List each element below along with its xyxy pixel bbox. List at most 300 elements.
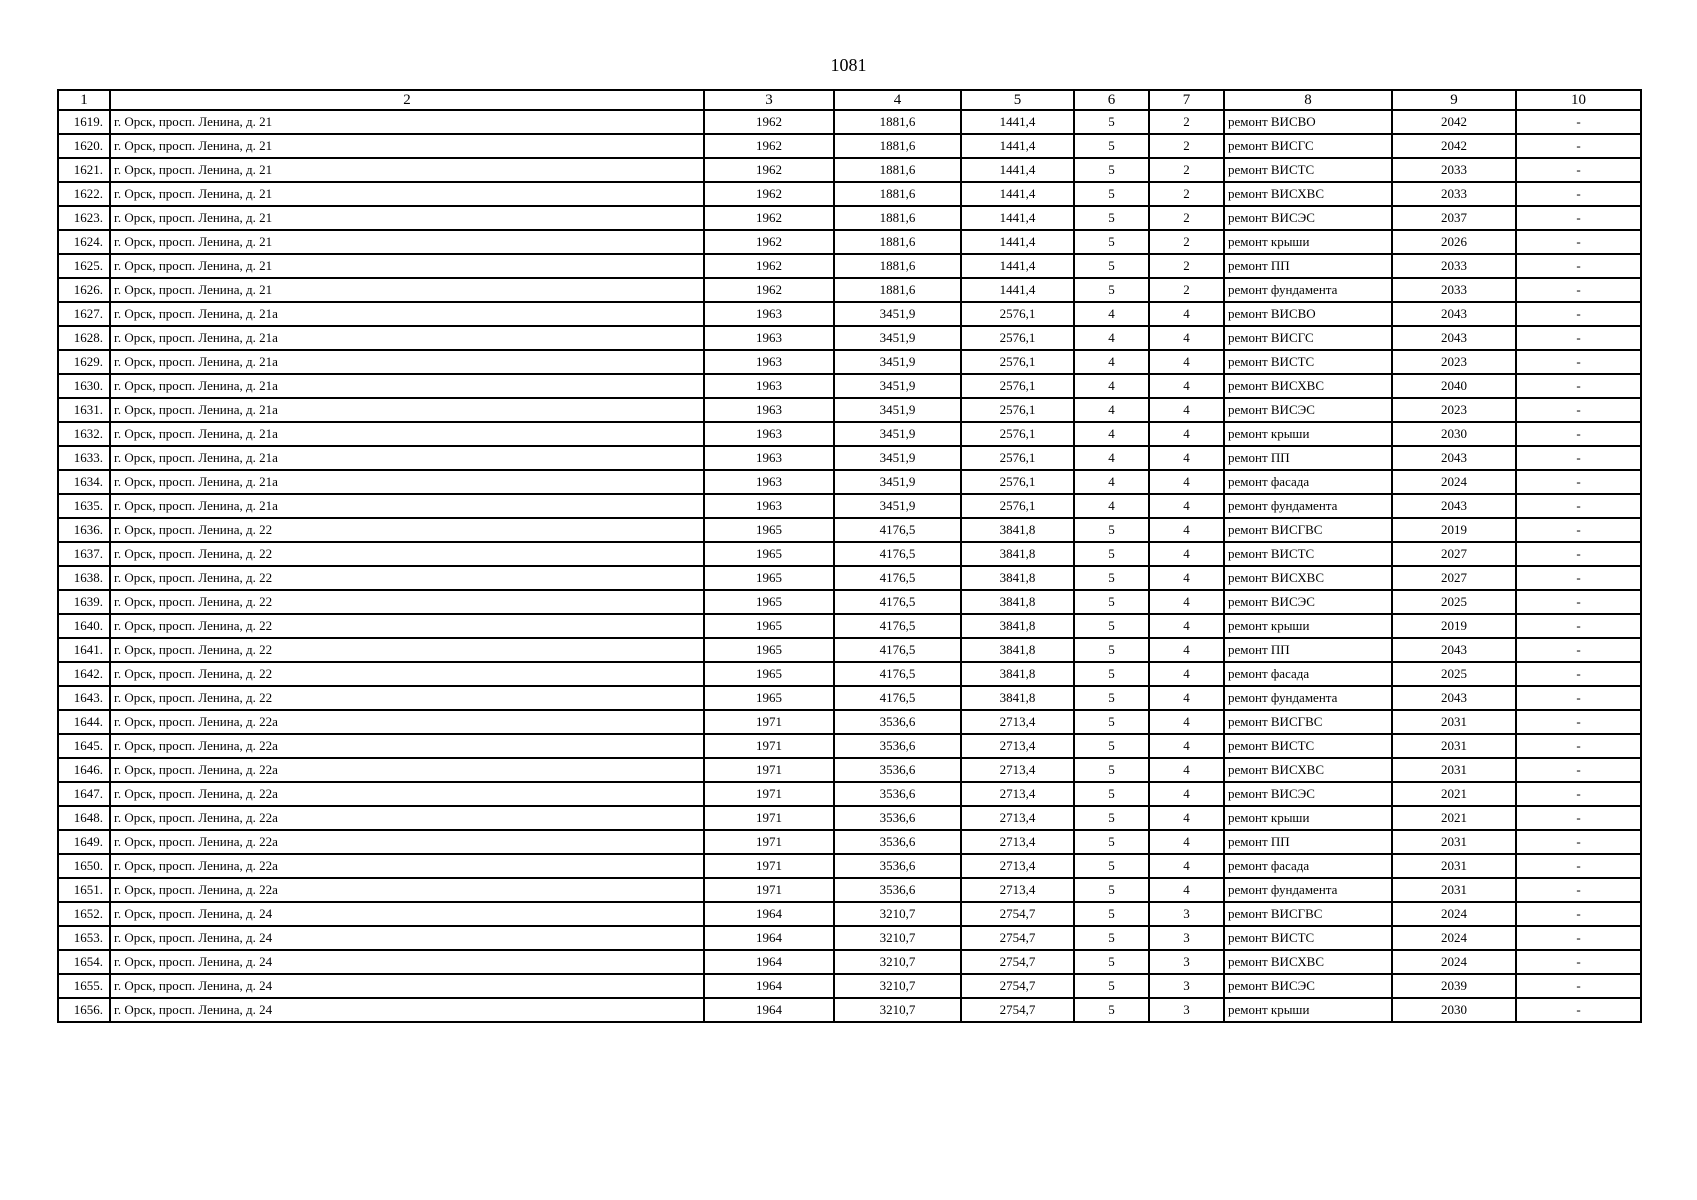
planned-year-cell: 2024 [1392,470,1516,494]
planned-year-cell: 2040 [1392,374,1516,398]
total-area-cell: 3210,7 [834,902,961,926]
address-cell: г. Орск, просп. Ленина, д. 21а [110,422,704,446]
row-number-cell: 1644. [58,710,110,734]
row-number-cell: 1641. [58,638,110,662]
work-type-cell: ремонт фундамента [1224,494,1392,518]
row-number-cell: 1647. [58,782,110,806]
living-area-cell: 2576,1 [961,302,1074,326]
table-row [58,470,1641,494]
column-header: 5 [961,90,1074,110]
living-area-cell: 2576,1 [961,350,1074,374]
entrances-cell: 2 [1149,158,1224,182]
table-row [58,518,1641,542]
address-cell: г. Орск, просп. Ленина, д. 21а [110,326,704,350]
planned-year-cell: 2023 [1392,398,1516,422]
entrances-cell: 4 [1149,398,1224,422]
work-type-cell: ремонт ВИСХВС [1224,566,1392,590]
living-area-cell: 1441,4 [961,230,1074,254]
work-type-cell: ремонт ВИСГВС [1224,902,1392,926]
year-built-cell: 1971 [704,854,834,878]
year-built-cell: 1962 [704,110,834,134]
planned-year-cell: 2019 [1392,614,1516,638]
note-cell: - [1516,686,1641,710]
address-cell: г. Орск, просп. Ленина, д. 21 [110,206,704,230]
total-area-cell: 3451,9 [834,398,961,422]
living-area-cell: 2713,4 [961,758,1074,782]
note-cell: - [1516,494,1641,518]
planned-year-cell: 2031 [1392,830,1516,854]
work-type-cell: ремонт ВИСХВС [1224,950,1392,974]
work-type-cell: ремонт ВИСГВС [1224,518,1392,542]
table-row [58,902,1641,926]
floors-cell: 5 [1074,902,1149,926]
address-cell: г. Орск, просп. Ленина, д. 22а [110,710,704,734]
row-number-cell: 1642. [58,662,110,686]
note-cell: - [1516,734,1641,758]
year-built-cell: 1964 [704,974,834,998]
entrances-cell: 4 [1149,446,1224,470]
entrances-cell: 4 [1149,542,1224,566]
living-area-cell: 2754,7 [961,902,1074,926]
address-cell: г. Орск, просп. Ленина, д. 21 [110,110,704,134]
floors-cell: 5 [1074,974,1149,998]
planned-year-cell: 2021 [1392,806,1516,830]
note-cell: - [1516,950,1641,974]
floors-cell: 5 [1074,206,1149,230]
row-number-cell: 1635. [58,494,110,518]
planned-year-cell: 2025 [1392,590,1516,614]
entrances-cell: 4 [1149,854,1224,878]
planned-year-cell: 2033 [1392,254,1516,278]
work-type-cell: ремонт крыши [1224,614,1392,638]
floors-cell: 4 [1074,422,1149,446]
floors-cell: 5 [1074,254,1149,278]
work-type-cell: ремонт ВИСВО [1224,302,1392,326]
row-number-cell: 1631. [58,398,110,422]
living-area-cell: 2754,7 [961,974,1074,998]
living-area-cell: 3841,8 [961,590,1074,614]
living-area-cell: 2713,4 [961,782,1074,806]
work-type-cell: ремонт ВИСТС [1224,350,1392,374]
total-area-cell: 3451,9 [834,302,961,326]
floors-cell: 5 [1074,614,1149,638]
entrances-cell: 4 [1149,662,1224,686]
planned-year-cell: 2043 [1392,446,1516,470]
year-built-cell: 1963 [704,398,834,422]
address-cell: г. Орск, просп. Ленина, д. 22 [110,590,704,614]
total-area-cell: 3210,7 [834,926,961,950]
total-area-cell: 3451,9 [834,470,961,494]
note-cell: - [1516,782,1641,806]
planned-year-cell: 2024 [1392,926,1516,950]
work-type-cell: ремонт ПП [1224,446,1392,470]
total-area-cell: 1881,6 [834,158,961,182]
note-cell: - [1516,326,1641,350]
living-area-cell: 1441,4 [961,110,1074,134]
address-cell: г. Орск, просп. Ленина, д. 21 [110,182,704,206]
planned-year-cell: 2042 [1392,134,1516,158]
entrances-cell: 3 [1149,998,1224,1022]
living-area-cell: 2576,1 [961,422,1074,446]
column-header: 7 [1149,90,1224,110]
floors-cell: 5 [1074,158,1149,182]
work-type-cell: ремонт фундамента [1224,278,1392,302]
row-number-cell: 1636. [58,518,110,542]
address-cell: г. Орск, просп. Ленина, д. 22 [110,566,704,590]
entrances-cell: 4 [1149,422,1224,446]
living-area-cell: 2576,1 [961,398,1074,422]
floors-cell: 5 [1074,782,1149,806]
planned-year-cell: 2043 [1392,326,1516,350]
floors-cell: 4 [1074,446,1149,470]
address-cell: г. Орск, просп. Ленина, д. 22а [110,878,704,902]
note-cell: - [1516,614,1641,638]
note-cell: - [1516,278,1641,302]
year-built-cell: 1965 [704,566,834,590]
floors-cell: 5 [1074,278,1149,302]
note-cell: - [1516,182,1641,206]
floors-cell: 5 [1074,134,1149,158]
table-row [58,110,1641,134]
note-cell: - [1516,902,1641,926]
floors-cell: 5 [1074,854,1149,878]
floors-cell: 5 [1074,830,1149,854]
living-area-cell: 2576,1 [961,374,1074,398]
note-cell: - [1516,302,1641,326]
floors-cell: 5 [1074,950,1149,974]
table-row [58,326,1641,350]
year-built-cell: 1964 [704,902,834,926]
table-row [58,830,1641,854]
planned-year-cell: 2027 [1392,542,1516,566]
table-body [58,110,1641,1022]
table-row [58,494,1641,518]
note-cell: - [1516,158,1641,182]
address-cell: г. Орск, просп. Ленина, д. 21а [110,446,704,470]
note-cell: - [1516,806,1641,830]
row-number-cell: 1651. [58,878,110,902]
year-built-cell: 1971 [704,782,834,806]
address-cell: г. Орск, просп. Ленина, д. 21а [110,494,704,518]
living-area-cell: 2576,1 [961,494,1074,518]
note-cell: - [1516,878,1641,902]
total-area-cell: 4176,5 [834,542,961,566]
row-number-cell: 1639. [58,590,110,614]
table-row [58,926,1641,950]
work-type-cell: ремонт ВИСГС [1224,326,1392,350]
work-type-cell: ремонт ВИСХВС [1224,374,1392,398]
living-area-cell: 1441,4 [961,182,1074,206]
total-area-cell: 3210,7 [834,950,961,974]
entrances-cell: 4 [1149,326,1224,350]
floors-cell: 4 [1074,326,1149,350]
row-number-cell: 1656. [58,998,110,1022]
row-number-cell: 1645. [58,734,110,758]
address-cell: г. Орск, просп. Ленина, д. 21 [110,230,704,254]
planned-year-cell: 2043 [1392,302,1516,326]
total-area-cell: 4176,5 [834,686,961,710]
note-cell: - [1516,374,1641,398]
floors-cell: 5 [1074,926,1149,950]
address-cell: г. Орск, просп. Ленина, д. 22 [110,614,704,638]
year-built-cell: 1971 [704,734,834,758]
total-area-cell: 3451,9 [834,326,961,350]
address-cell: г. Орск, просп. Ленина, д. 22 [110,542,704,566]
entrances-cell: 4 [1149,374,1224,398]
floors-cell: 5 [1074,806,1149,830]
floors-cell: 5 [1074,734,1149,758]
year-built-cell: 1965 [704,518,834,542]
address-cell: г. Орск, просп. Ленина, д. 22а [110,854,704,878]
row-number-cell: 1619. [58,110,110,134]
entrances-cell: 3 [1149,950,1224,974]
note-cell: - [1516,110,1641,134]
row-number-cell: 1646. [58,758,110,782]
total-area-cell: 3210,7 [834,974,961,998]
floors-cell: 4 [1074,374,1149,398]
entrances-cell: 4 [1149,878,1224,902]
entrances-cell: 2 [1149,230,1224,254]
address-cell: г. Орск, просп. Ленина, д. 24 [110,902,704,926]
table-row [58,710,1641,734]
entrances-cell: 4 [1149,782,1224,806]
total-area-cell: 4176,5 [834,638,961,662]
floors-cell: 5 [1074,758,1149,782]
work-type-cell: ремонт ПП [1224,830,1392,854]
floors-cell: 5 [1074,710,1149,734]
address-cell: г. Орск, просп. Ленина, д. 24 [110,950,704,974]
year-built-cell: 1962 [704,134,834,158]
living-area-cell: 2713,4 [961,830,1074,854]
floors-cell: 5 [1074,998,1149,1022]
entrances-cell: 4 [1149,686,1224,710]
address-cell: г. Орск, просп. Ленина, д. 22а [110,782,704,806]
table-row [58,974,1641,998]
total-area-cell: 1881,6 [834,182,961,206]
floors-cell: 4 [1074,398,1149,422]
row-number-cell: 1637. [58,542,110,566]
address-cell: г. Орск, просп. Ленина, д. 22 [110,518,704,542]
entrances-cell: 4 [1149,566,1224,590]
entrances-cell: 4 [1149,734,1224,758]
planned-year-cell: 2033 [1392,182,1516,206]
table-row [58,782,1641,806]
year-built-cell: 1971 [704,806,834,830]
living-area-cell: 3841,8 [961,614,1074,638]
work-type-cell: ремонт крыши [1224,998,1392,1022]
entrances-cell: 4 [1149,758,1224,782]
entrances-cell: 4 [1149,806,1224,830]
note-cell: - [1516,974,1641,998]
year-built-cell: 1964 [704,926,834,950]
row-number-cell: 1621. [58,158,110,182]
work-type-cell: ремонт крыши [1224,806,1392,830]
address-cell: г. Орск, просп. Ленина, д. 22 [110,638,704,662]
work-type-cell: ремонт ВИСЭС [1224,398,1392,422]
living-area-cell: 2713,4 [961,806,1074,830]
planned-year-cell: 2033 [1392,278,1516,302]
year-built-cell: 1971 [704,878,834,902]
note-cell: - [1516,398,1641,422]
note-cell: - [1516,998,1641,1022]
living-area-cell: 2576,1 [961,470,1074,494]
total-area-cell: 3451,9 [834,422,961,446]
work-type-cell: ремонт ПП [1224,638,1392,662]
work-type-cell: ремонт фундамента [1224,878,1392,902]
entrances-cell: 4 [1149,710,1224,734]
column-header: 1 [58,90,110,110]
floors-cell: 4 [1074,494,1149,518]
total-area-cell: 3451,9 [834,494,961,518]
note-cell: - [1516,830,1641,854]
year-built-cell: 1964 [704,950,834,974]
note-cell: - [1516,926,1641,950]
total-area-cell: 1881,6 [834,278,961,302]
planned-year-cell: 2024 [1392,902,1516,926]
planned-year-cell: 2027 [1392,566,1516,590]
note-cell: - [1516,758,1641,782]
work-type-cell: ремонт ВИСЭС [1224,782,1392,806]
row-number-cell: 1622. [58,182,110,206]
row-number-cell: 1648. [58,806,110,830]
row-number-cell: 1630. [58,374,110,398]
work-type-cell: ремонт ВИСТС [1224,926,1392,950]
total-area-cell: 3536,6 [834,782,961,806]
total-area-cell: 1881,6 [834,134,961,158]
row-number-cell: 1653. [58,926,110,950]
table-row [58,686,1641,710]
entrances-cell: 4 [1149,494,1224,518]
column-header: 3 [704,90,834,110]
year-built-cell: 1962 [704,158,834,182]
table-row [58,446,1641,470]
row-number-cell: 1640. [58,614,110,638]
planned-year-cell: 2031 [1392,758,1516,782]
year-built-cell: 1963 [704,470,834,494]
total-area-cell: 3536,6 [834,758,961,782]
note-cell: - [1516,638,1641,662]
table-row [58,638,1641,662]
year-built-cell: 1962 [704,206,834,230]
floors-cell: 5 [1074,230,1149,254]
work-type-cell: ремонт фасада [1224,662,1392,686]
living-area-cell: 2713,4 [961,854,1074,878]
work-type-cell: ремонт ВИСТС [1224,734,1392,758]
note-cell: - [1516,542,1641,566]
address-cell: г. Орск, просп. Ленина, д. 21а [110,374,704,398]
living-area-cell: 1441,4 [961,206,1074,230]
year-built-cell: 1971 [704,710,834,734]
row-number-cell: 1654. [58,950,110,974]
living-area-cell: 3841,8 [961,518,1074,542]
living-area-cell: 2576,1 [961,446,1074,470]
floors-cell: 5 [1074,518,1149,542]
floors-cell: 5 [1074,182,1149,206]
table-row [58,302,1641,326]
year-built-cell: 1965 [704,614,834,638]
total-area-cell: 3536,6 [834,878,961,902]
work-type-cell: ремонт ВИСГС [1224,134,1392,158]
note-cell: - [1516,206,1641,230]
address-cell: г. Орск, просп. Ленина, д. 24 [110,974,704,998]
address-cell: г. Орск, просп. Ленина, д. 22а [110,830,704,854]
living-area-cell: 2754,7 [961,926,1074,950]
work-type-cell: ремонт ВИСЭС [1224,590,1392,614]
year-built-cell: 1965 [704,662,834,686]
planned-year-cell: 2031 [1392,710,1516,734]
living-area-cell: 2713,4 [961,734,1074,758]
entrances-cell: 4 [1149,518,1224,542]
floors-cell: 5 [1074,878,1149,902]
year-built-cell: 1963 [704,374,834,398]
living-area-cell: 2754,7 [961,998,1074,1022]
year-built-cell: 1962 [704,182,834,206]
table-row [58,662,1641,686]
entrances-cell: 4 [1149,830,1224,854]
work-type-cell: ремонт крыши [1224,422,1392,446]
living-area-cell: 1441,4 [961,278,1074,302]
note-cell: - [1516,854,1641,878]
living-area-cell: 2713,4 [961,710,1074,734]
address-cell: г. Орск, просп. Ленина, д. 22 [110,686,704,710]
row-number-cell: 1643. [58,686,110,710]
table-row [58,134,1641,158]
work-type-cell: ремонт ВИСЭС [1224,974,1392,998]
living-area-cell: 3841,8 [961,662,1074,686]
table-row [58,398,1641,422]
table-row [58,254,1641,278]
year-built-cell: 1965 [704,686,834,710]
table-row [58,806,1641,830]
work-type-cell: ремонт ВИСВО [1224,110,1392,134]
planned-year-cell: 2030 [1392,422,1516,446]
work-type-cell: ремонт фасада [1224,854,1392,878]
row-number-cell: 1620. [58,134,110,158]
table-row [58,854,1641,878]
planned-year-cell: 2026 [1392,230,1516,254]
column-header: 2 [110,90,704,110]
floors-cell: 4 [1074,302,1149,326]
address-cell: г. Орск, просп. Ленина, д. 21 [110,134,704,158]
note-cell: - [1516,470,1641,494]
total-area-cell: 1881,6 [834,110,961,134]
table-row [58,590,1641,614]
table-row [58,566,1641,590]
address-cell: г. Орск, просп. Ленина, д. 21а [110,350,704,374]
total-area-cell: 3451,9 [834,446,961,470]
repair-schedule-table [57,89,1642,1023]
work-type-cell: ремонт ВИСТС [1224,542,1392,566]
entrances-cell: 2 [1149,182,1224,206]
row-number-cell: 1624. [58,230,110,254]
entrances-cell: 4 [1149,302,1224,326]
total-area-cell: 3536,6 [834,854,961,878]
year-built-cell: 1965 [704,590,834,614]
living-area-cell: 1441,4 [961,254,1074,278]
work-type-cell: ремонт ВИСХВС [1224,182,1392,206]
floors-cell: 5 [1074,566,1149,590]
entrances-cell: 2 [1149,134,1224,158]
address-cell: г. Орск, просп. Ленина, д. 22а [110,758,704,782]
table-row [58,422,1641,446]
row-number-cell: 1633. [58,446,110,470]
page-number: 1081 [830,55,867,75]
floors-cell: 5 [1074,686,1149,710]
planned-year-cell: 2043 [1392,494,1516,518]
year-built-cell: 1963 [704,422,834,446]
address-cell: г. Орск, просп. Ленина, д. 21а [110,470,704,494]
planned-year-cell: 2025 [1392,662,1516,686]
